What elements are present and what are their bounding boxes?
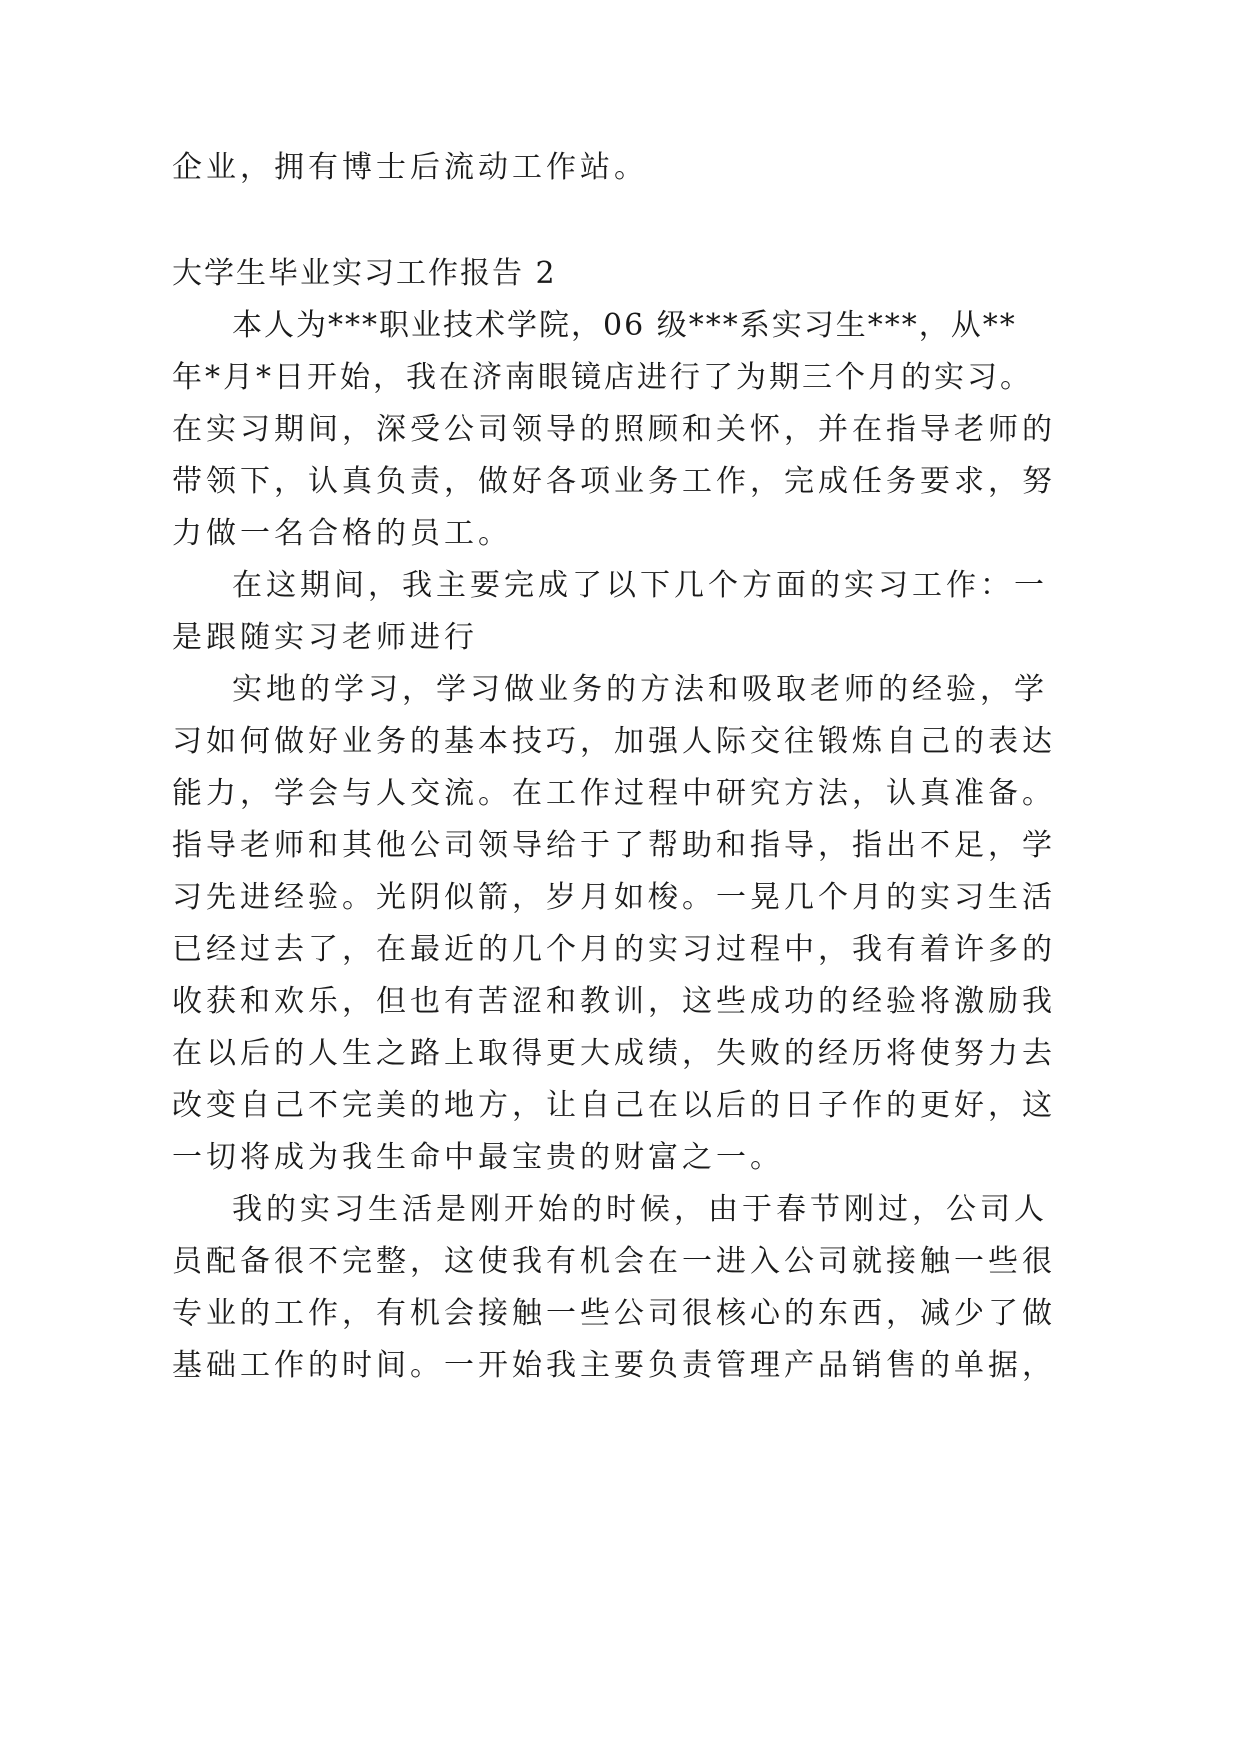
text-line: 在这期间，我主要完成了以下几个方面的实习工作：一 — [232, 568, 1048, 603]
text-line: 在实习期间，深受公司领导的照顾和关怀，并在指导老师的 — [172, 412, 1056, 447]
text-line: 专业的工作，有机会接触一些公司很核心的东西，减少了做 — [172, 1296, 1056, 1331]
text-line: 改变自己不完美的地方，让自己在以后的日子作的更好，这 — [172, 1088, 1056, 1123]
text-line: 基础工作的时间。一开始我主要负责管理产品销售的单据， — [172, 1348, 1056, 1383]
text-line: 本人为***职业技术学院，06 级***系实习生***，从** — [232, 308, 1017, 343]
text-line: 实地的学习，学习做业务的方法和吸取老师的经验，学 — [232, 672, 1048, 707]
text-line: 带领下，认真负责，做好各项业务工作，完成任务要求，努 — [172, 464, 1056, 499]
text-line: 一切将成为我生命中最宝贵的财富之一。 — [172, 1140, 784, 1175]
text-line: 能力，学会与人交流。在工作过程中研究方法，认真准备。 — [172, 776, 1056, 811]
text-line: 在以后的人生之路上取得更大成绩，失败的经历将使努力去 — [172, 1036, 1056, 1071]
text-line: 员配备很不完整，这使我有机会在一进入公司就接触一些很 — [172, 1244, 1056, 1279]
text-line: 我的实习生活是刚开始的时候，由于春节刚过，公司人 — [232, 1192, 1048, 1227]
text-line: 企业，拥有博士后流动工作站。 — [172, 150, 648, 185]
text-line: 指导老师和其他公司领导给于了帮助和指导，指出不足，学 — [172, 828, 1056, 863]
text-line: 习先进经验。光阴似箭，岁月如梭。一晃几个月的实习生活 — [172, 880, 1056, 915]
text-line: 力做一名合格的员工。 — [172, 516, 512, 551]
text-line: 已经过去了，在最近的几个月的实习过程中，我有着许多的 — [172, 932, 1056, 967]
text-line: 收获和欢乐，但也有苦涩和教训，这些成功的经验将激励我 — [172, 984, 1056, 1019]
text-line: 年*月*日开始，我在济南眼镜店进行了为期三个月的实习。 — [172, 360, 1033, 395]
text-line: 是跟随实习老师进行 — [172, 620, 478, 655]
section-heading: 大学生毕业实习工作报告 2 — [172, 256, 557, 291]
text-line: 习如何做好业务的基本技巧，加强人际交往锻炼自己的表达 — [172, 724, 1056, 759]
